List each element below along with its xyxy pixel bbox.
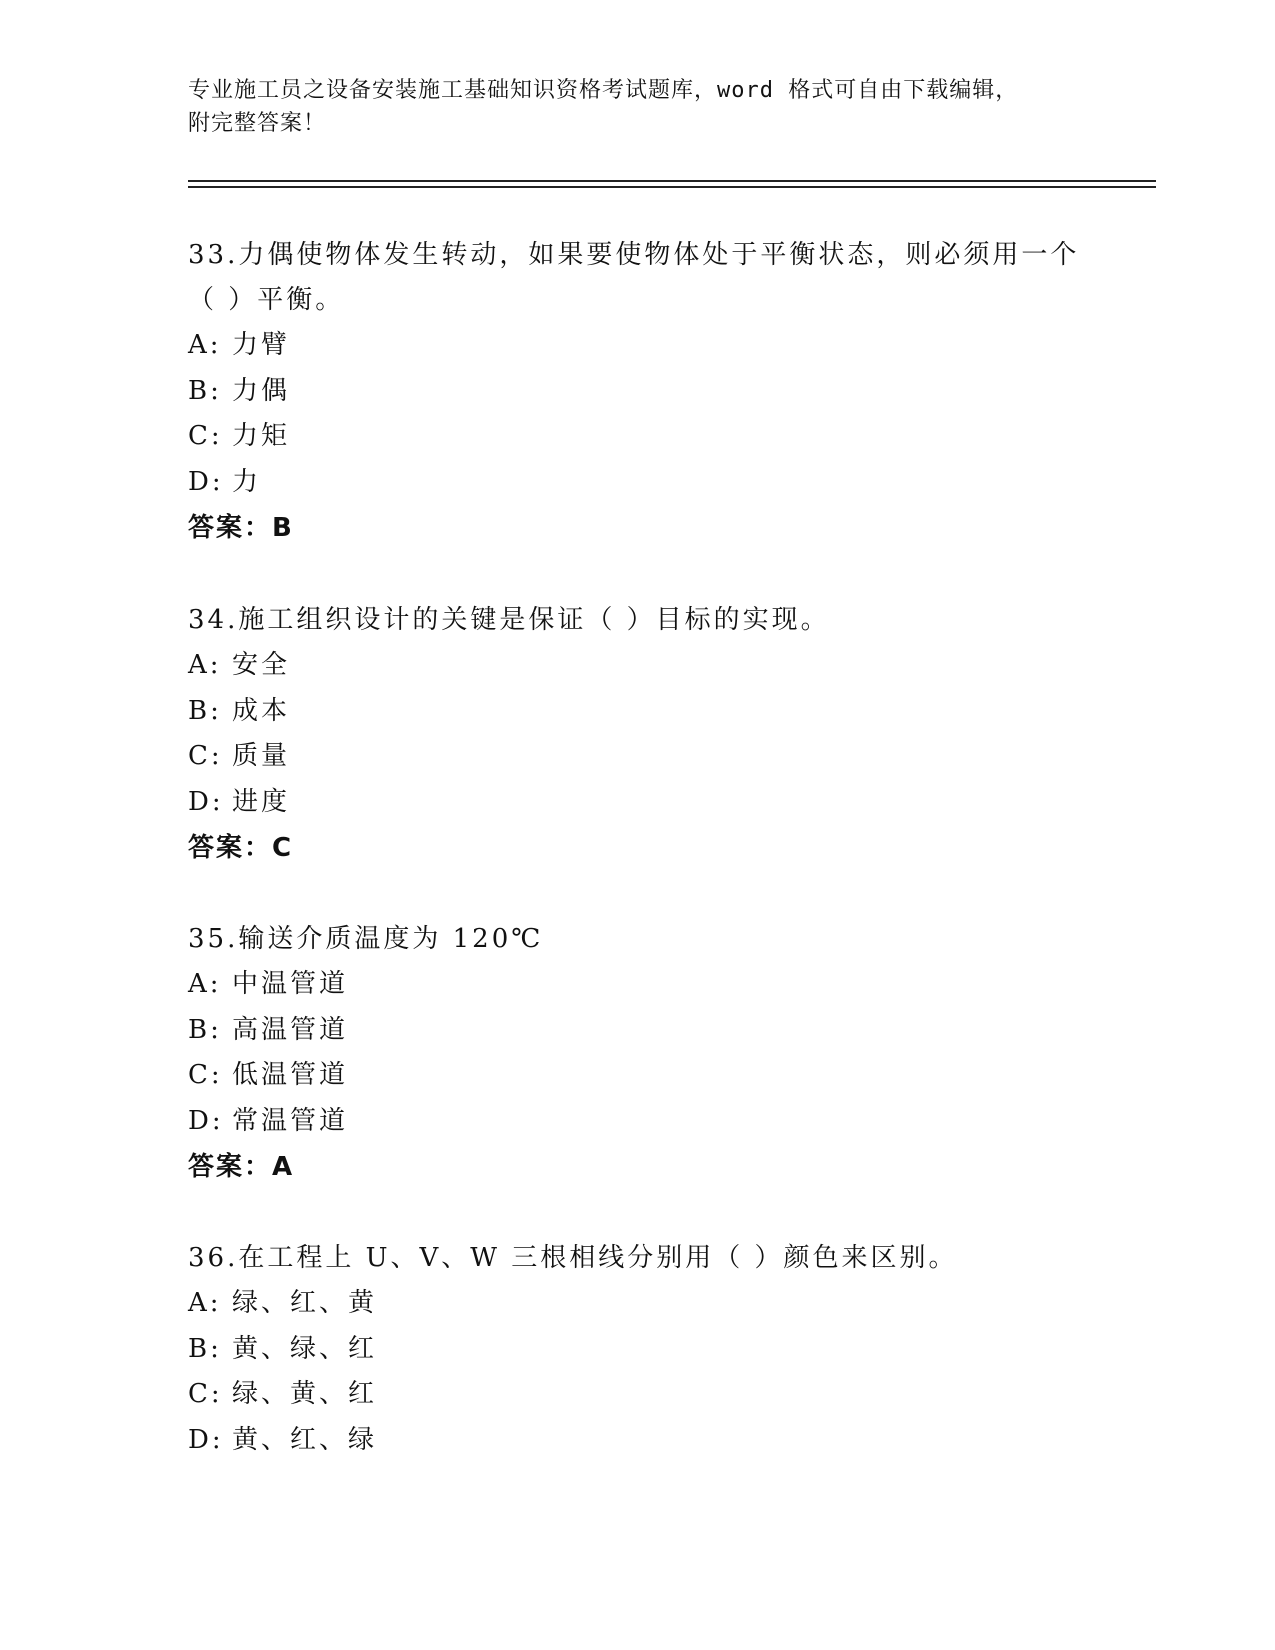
option-text: 黄、绿、红 — [232, 1333, 378, 1364]
header-line-1: 专业施工员之设备安装施工基础知识资格考试题库，word 格式可自由下载编辑， — [188, 78, 1019, 103]
option-a — [188, 962, 1088, 1008]
question-stem-line: 36.在工程上 U、V、W 三根相线分别用（ ）颜色来区别。 — [188, 1243, 958, 1273]
option-b — [188, 689, 1088, 735]
option-c — [188, 1372, 1088, 1418]
question-35 — [188, 917, 1088, 1190]
option-text: 常温管道 — [232, 1105, 349, 1136]
option-letter: B: — [188, 1333, 222, 1364]
option-letter: B: — [188, 375, 222, 406]
option-text: 绿、黄、红 — [232, 1379, 378, 1409]
option-letter: C: — [188, 421, 223, 451]
option-letter: D: — [188, 466, 224, 497]
option-letter: D: — [188, 1424, 224, 1455]
option-b — [188, 1327, 1088, 1373]
option-d — [188, 1418, 1088, 1464]
option-letter: D: — [188, 786, 224, 817]
option-text: 质量 — [232, 741, 291, 771]
answer-line: 答案：C — [188, 833, 294, 863]
option-text: 安全 — [232, 650, 291, 680]
answer-line: 答案：A — [188, 1152, 295, 1182]
option-letter: B: — [188, 1014, 222, 1045]
option-text: 进度 — [232, 786, 291, 817]
question-36 — [188, 1236, 1088, 1463]
option-letter: D: — [188, 1105, 224, 1136]
option-text: 高温管道 — [232, 1014, 349, 1045]
option-letter: C: — [188, 741, 223, 771]
option-letter: C: — [188, 1379, 223, 1409]
option-d — [188, 1099, 1088, 1145]
option-text: 力矩 — [232, 421, 291, 451]
option-text: 成本 — [232, 695, 291, 726]
option-b — [188, 369, 1088, 415]
option-letter: A: — [188, 969, 222, 999]
header-divider-bottom — [188, 186, 1156, 188]
option-letter: A: — [188, 1288, 222, 1318]
option-letter: B: — [188, 695, 222, 726]
option-c — [188, 1053, 1088, 1099]
option-text: 力臂 — [232, 330, 291, 360]
option-a — [188, 1281, 1088, 1327]
option-d — [188, 780, 1088, 826]
option-text: 黄、红、绿 — [232, 1424, 378, 1455]
header-line-2: 附完整答案！ — [188, 111, 327, 136]
option-b — [188, 1008, 1088, 1054]
question-34 — [188, 598, 1088, 871]
option-letter: C: — [188, 1060, 223, 1090]
question-stem-line: （ ）平衡。 — [188, 285, 345, 315]
option-d — [188, 460, 1088, 506]
answer-line: 答案：B — [188, 513, 294, 543]
option-text: 力 — [232, 466, 262, 497]
option-a — [188, 323, 1088, 369]
option-c — [188, 734, 1088, 780]
option-a — [188, 643, 1088, 689]
question-stem-line: 35.输送介质温度为 120℃ — [188, 924, 544, 954]
option-text: 绿、红、黄 — [232, 1288, 378, 1318]
option-text: 中温管道 — [232, 969, 349, 999]
option-text: 力偶 — [232, 375, 291, 406]
option-letter: A: — [188, 650, 222, 680]
option-letter: A: — [188, 330, 222, 360]
question-33 — [188, 233, 1088, 551]
header-divider-top — [188, 180, 1156, 182]
question-stem-line: 33.力偶使物体发生转动，如果要使物体处于平衡状态，则必须用一个 — [188, 240, 1080, 270]
document-header — [188, 74, 1088, 140]
option-text: 低温管道 — [232, 1060, 349, 1090]
question-stem-line: 34.施工组织设计的关键是保证（ ）目标的实现。 — [188, 605, 830, 635]
option-c — [188, 414, 1088, 460]
